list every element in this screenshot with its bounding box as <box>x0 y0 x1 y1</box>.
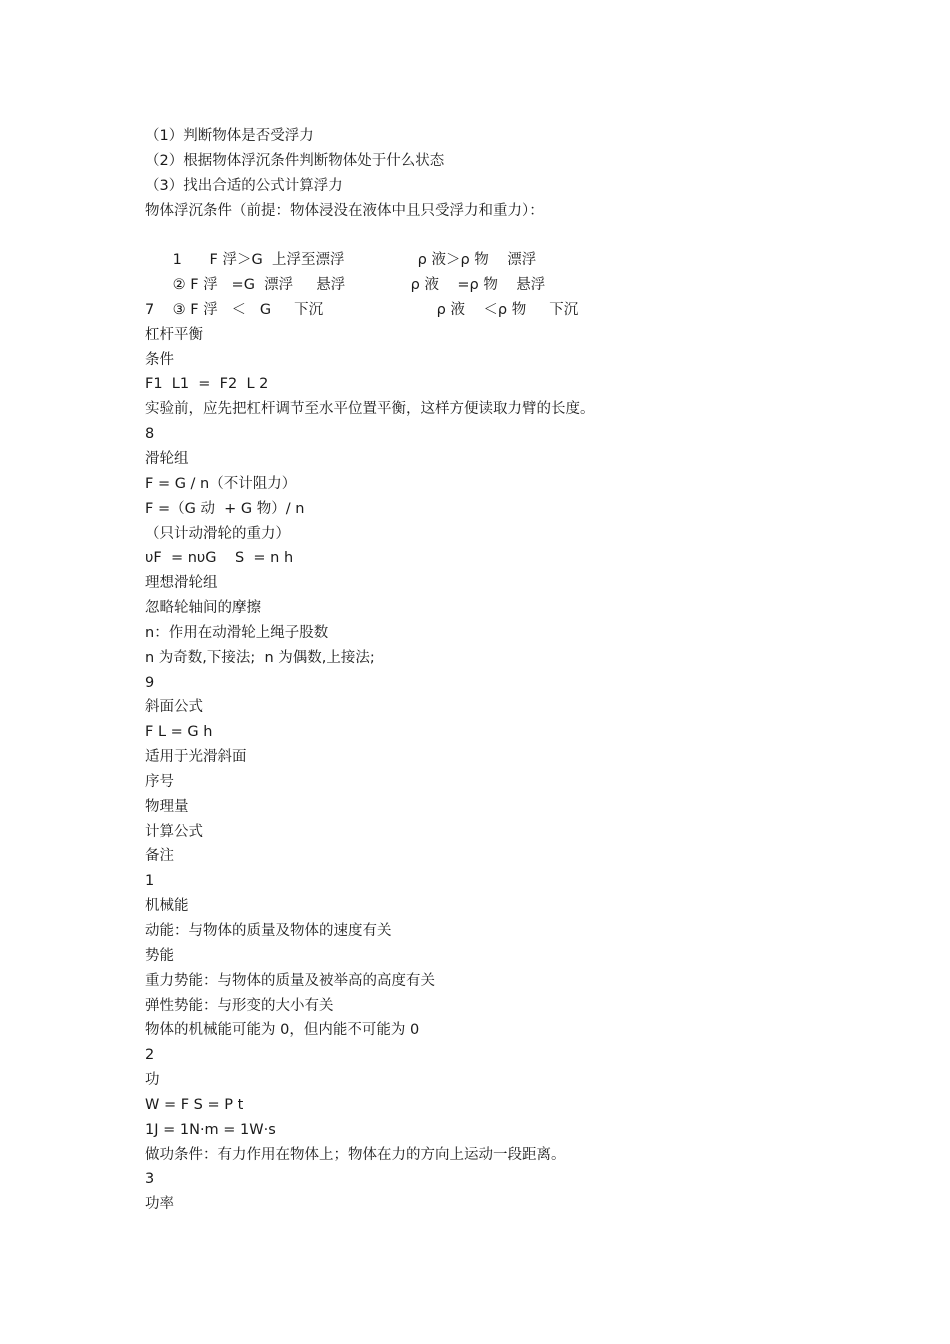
density-condition: ρ 液 ＜ρ 物 下沉 <box>436 301 579 318</box>
text-line: 计算公式 <box>145 823 203 840</box>
text-line: 1J = 1N·m = 1W·s <box>145 1121 276 1138</box>
text-line: 8 <box>145 426 155 443</box>
text-line: 忽略轮轴间的摩擦 <box>145 600 261 617</box>
text-line: W = F S = P t <box>145 1096 244 1113</box>
text-line: υF = nυG S = n h <box>145 550 294 567</box>
text-line: 适用于光滑斜面 <box>145 749 247 766</box>
text-line: 物体浮沉条件（前提：物体浸没在液体中且只受浮力和重力）： <box>145 202 544 219</box>
text-line: 条件 <box>145 351 174 368</box>
text-line: n 为奇数,下接法; n 为偶数,上接法; <box>145 649 375 666</box>
text-line: （3）找出合适的公式计算浮力 <box>145 177 343 194</box>
text-line: F =（G 动 + G 物）/ n <box>145 500 305 517</box>
text-line: 重力势能：与物体的质量及被举高的高度有关 <box>145 972 435 989</box>
text-line: 势能 <box>145 947 174 964</box>
text-line: 物体的机械能可能为 0，但内能不可能为 0 <box>145 1022 420 1039</box>
text-line: n：作用在动滑轮上绳子股数 <box>145 624 329 641</box>
density-condition: ρ 液 =ρ 物 悬浮 <box>410 277 546 294</box>
float-condition-row <box>145 223 845 269</box>
text-line: 物理量 <box>145 798 189 815</box>
text-line: 滑轮组 <box>145 450 189 467</box>
text-line: （1）判断物体是否受浮力 <box>145 128 314 144</box>
text-line: 3 <box>145 1171 155 1188</box>
text-line: 功 <box>145 1072 160 1089</box>
document-body <box>145 124 845 1217</box>
text-line: （只计动滑轮的重力） <box>145 525 290 542</box>
text-line: 斜面公式 <box>145 699 203 716</box>
text-line: 2 <box>145 1047 155 1064</box>
text-line: 1 <box>145 873 155 890</box>
text-line: 实验前，应先把杠杆调节至水平位置平衡，这样方便读取力臂的长度。 <box>145 401 595 418</box>
text-line: （2）根据物体浮沉条件判断物体处于什么状态 <box>145 152 445 169</box>
text-line: 做功条件：有力作用在物体上；物体在力的方向上运动一段距离。 <box>145 1146 566 1163</box>
text-line: 7 <box>145 301 155 318</box>
text-line: 功率 <box>145 1196 174 1213</box>
text-line: F = G / n（不计阻力） <box>145 475 297 492</box>
text-line: 备注 <box>145 848 174 865</box>
density-condition: ρ 液＞ρ 物 漂浮 <box>417 252 537 269</box>
text-line: F L = G h <box>145 724 213 741</box>
text-line: 理想滑轮组 <box>145 575 218 592</box>
text-line: 杠杆平衡 <box>145 326 203 343</box>
text-line: 序号 <box>145 773 174 790</box>
text-line: 机械能 <box>145 898 189 915</box>
text-line: 弹性势能：与形变的大小有关 <box>145 997 334 1014</box>
force-condition: ③ F 浮 ＜ G 下沉 <box>172 301 324 318</box>
text-line: 动能：与物体的质量及物体的速度有关 <box>145 923 392 939</box>
text-line: F1 L1 = F2 L 2 <box>145 376 269 393</box>
force-condition: ② F 浮 =G 漂浮 悬浮 <box>172 277 346 294</box>
text-line: 9 <box>145 674 155 691</box>
force-condition: 1 F 浮＞G 上浮至漂浮 <box>172 252 345 269</box>
